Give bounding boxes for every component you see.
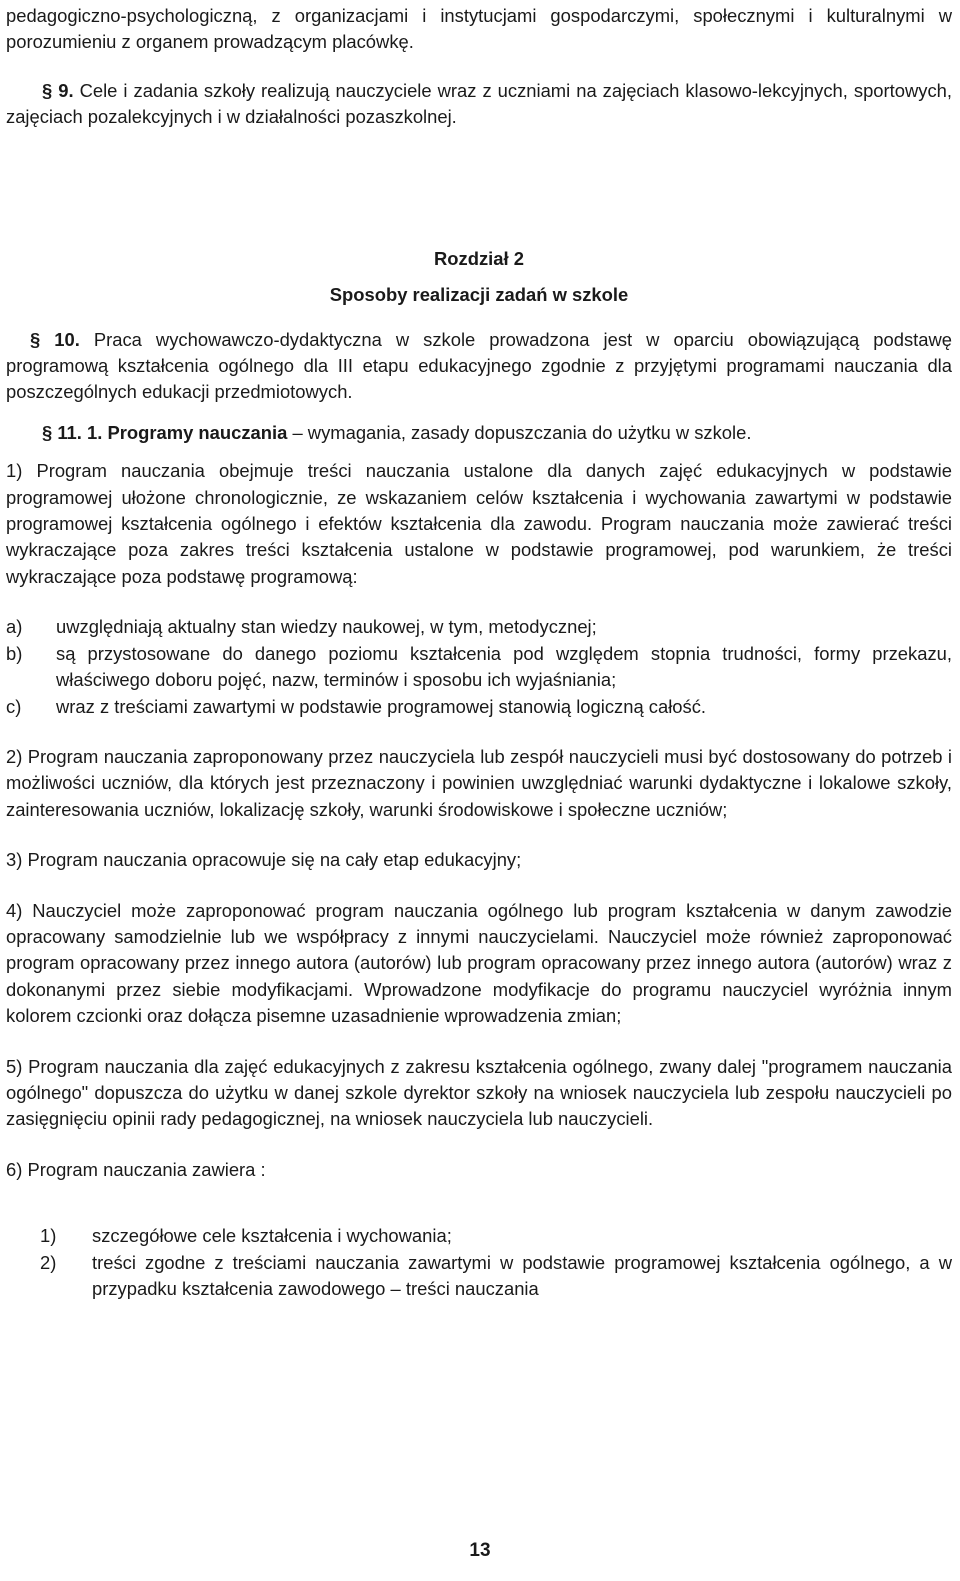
point-6: 6) Program nauczania zawiera : — [6, 1158, 266, 1180]
section-9 — [6, 78, 952, 131]
list-item-text: uwzględniają aktualny stan wiedzy naukowej, w tym, metodycznej; — [56, 616, 597, 638]
list-item: 2) treści zgodne z treściami nauczania zawartymi w podstawie programowej kształcenia ogólnego, a w przypadku kształcenia zawodowego – treści nauczania — [40, 1251, 952, 1299]
list-item-text: są przystosowane do danego poziomu kształcenia pod względem stopnia trudności, formy przekazu, właściwego doboru pojęć, nazw, terminów i sposobu ich wyjaśniania; — [56, 642, 952, 691]
document-page — [6, 0, 952, 1302]
point-6-list — [6, 1223, 952, 1302]
point-1-list — [6, 614, 952, 720]
chapter-subtitle: Sposoby realizacji zadań w szkole — [329, 283, 629, 305]
list-item-text: szczegółowe cele kształcenia i wychowania; — [92, 1225, 452, 1247]
section-11-heading — [6, 420, 952, 446]
section-10-number: § 10. — [30, 328, 80, 350]
section-10-text: Praca wychowawczo-dydaktyczna w szkole prowadzona jest w oparciu obowiązującą podstawę programową kształcenia ogólnego dla III etapu edukacyjnego zgodnie z przyjętymi programami nauczania dla poszczególnych edukacji przedmiotowych. — [6, 328, 953, 403]
section-9-number: § 9. — [42, 79, 74, 101]
page-number: 13 — [469, 1540, 491, 1561]
chapter-title: Rozdział 2 — [434, 247, 524, 269]
point-2: 2) Program nauczania zaproponowany przez nauczyciela lub zespół nauczycieli musi być dostosowany do potrzeb i możliwości uczniów, dla których jest przeznaczony i powinien uwzględniać warunki dydaktyczne i lokalowe szkoły, zainteresowania uczniów, lokalizację szkoły, warunki środowiskowe i społeczne uczniów; — [6, 745, 952, 820]
point-4: 4) Nauczyciel może zaproponować program nauczania ogólnego lub program kształcenia w danym zawodzie opracowany samodzielnie lub we współpracy z innymi nauczycielami. Nauczyciel może również zaproponować program opracowany przez innego autora (autorów) lub program opracowany przez innego autora (autorów) wraz z dokonanymi przez siebie modyfikacjami. Wprowadzone modyfikacje do programu nauczyciel wyróżnia innym kolorem czcionki oraz dołącza pisemne uzasadnienie wprowadzenia zmian; — [6, 899, 952, 1027]
list-item-text: treści zgodne z treściami nauczania zawartymi w podstawie programowej kształcenia ogólnego, a w przypadku kształcenia zawodowego – treści nauczania — [92, 1251, 952, 1299]
section-10 — [6, 327, 952, 406]
list-item: c) wraz z treściami zawartymi w podstawie programowej stanowią logiczną całość. — [6, 695, 707, 717]
section-9-text: Cele i zadania szkoły realizują nauczyciele wraz z uczniami na zajęciach klasowo-lekcyjnych, sportowych, zajęciach pozalekcyjnych i w działalności pozaszkolnej. — [6, 79, 952, 128]
point-3: 3) Program nauczania opracowuje się na cały etap edukacyjny; — [6, 849, 522, 871]
section-11-rest: – wymagania, zasady dopuszczania do użytku w szkole. — [287, 421, 752, 443]
section-11-number: § 11. 1. — [42, 421, 103, 443]
list-item: b) są przystosowane do danego poziomu kształcenia pod względem stopnia trudności, formy przekazu, właściwego doboru pojęć, nazw, terminów i sposobu ich wyjaśniania; — [6, 642, 952, 691]
continuation-paragraph: pedagogiczno-psychologiczną, z organizacjami i instytucjami gospodarczymi, społecznymi i kulturalnymi w porozumieniu z organem prowadzącym placówkę. — [6, 5, 952, 53]
point-5: 5) Program nauczania dla zajęć edukacyjnych z zakresu kształcenia ogólnego, zwany dalej "programem nauczania ogólnego" dopuszcza do użytku w danej szkole dyrektor szkoły na wniosek nauczyciela lub zespołu nauczycieli po zasięgnięciu opinii rady pedagogicznej, na wniosek nauczyciela lub nauczycieli. — [6, 1055, 952, 1130]
list-item: 1) szczegółowe cele kształcenia i wychowania; — [40, 1225, 452, 1247]
list-item-text: wraz z treściami zawartymi w podstawie programowej stanowią logiczną całość. — [56, 695, 707, 717]
section-11-title: Programy nauczania — [107, 421, 288, 443]
point-1: 1) Program nauczania obejmuje treści nauczania ustalone dla danych zajęć edukacyjnych w podstawie programowej ułożone chronologicznie, ze wskazaniem celów kształcenia i wychowania zawartymi w podstawie programowej kształcenia ogólnego i efektów kształcenia dla zawodu. Program nauczania może zawierać treści wykraczające poza zakres treści kształcenia ustalone w podstawie programowej, pod warunkiem, że treści wykraczające poza podstawę programową: — [6, 460, 952, 587]
list-item: a) uwzględniają aktualny stan wiedzy naukowej, w tym, metodycznej; — [6, 616, 597, 638]
